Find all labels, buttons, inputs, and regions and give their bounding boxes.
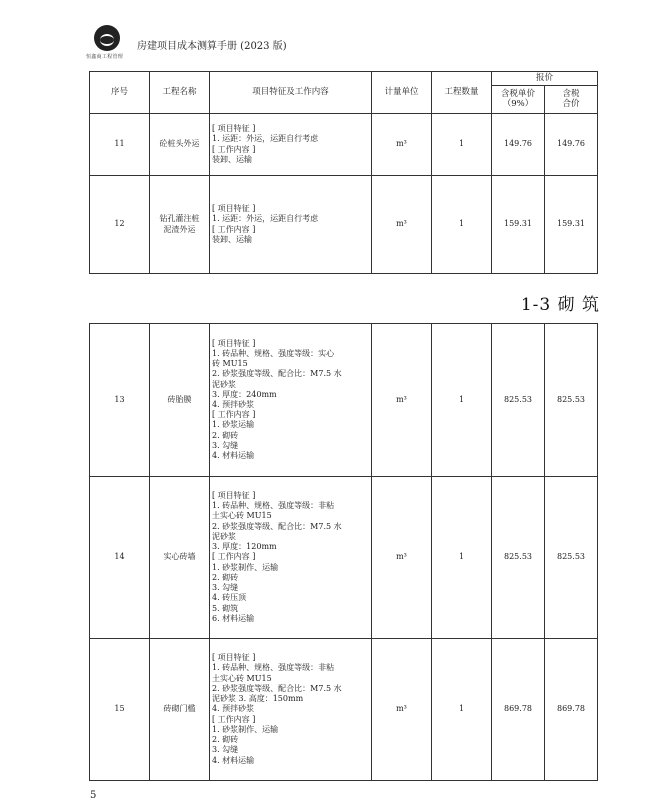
cell-unit: m³ [372,324,432,477]
feature-line: [ 工作内容 ] [212,144,256,154]
cell-name-line: 实心砖墙 [163,552,196,562]
cell-features [210,477,372,639]
feature-line: 砖 MU15 [212,359,248,369]
feature-line: 土实心砖 MU15 [212,511,272,521]
cell-name-line: 砖胎膜 [167,394,192,404]
cell-unit: m³ [372,114,432,176]
table-row [90,114,598,176]
cell-unit-price: 825.53 [492,324,545,477]
cost-table-top [89,71,598,274]
feature-line: 4. 预拌砂浆 [212,400,255,409]
cell-seq: 11 [90,114,150,176]
cell-unit: m³ [372,639,432,781]
cell-name-line: 钻孔灌注桩 [159,214,200,224]
cell-features [210,176,372,274]
feature-line: 4. 预拌砂浆 [212,704,255,714]
feature-line: 1. 砂浆制作、运输 [212,724,279,734]
header-unit-price-line2: （9%） [502,98,534,109]
feature-line: 1. 砖品种、规格、强度等级：非粘 [212,501,335,511]
cell-seq: 14 [90,477,150,639]
cell-unit-price: 149.76 [492,114,545,176]
header-total-line1: 含税 [562,88,580,99]
feature-line: 3. 厚度：240mm [212,389,277,399]
feature-line: 3. 勾缝 [212,583,239,593]
cell-unit-price: 869.78 [492,639,545,781]
cell-seq: 15 [90,639,150,781]
cell-features [210,114,372,176]
header-unit-price-line1: 含税单价 [500,88,535,99]
table-row [90,324,598,477]
feature-line: 1. 运距：外运，运距自行考虑 [212,134,319,144]
feature-line: 泥砂浆 [212,379,236,389]
feature-line: 1. 运距：外运，运距自行考虑 [212,214,319,224]
cell-unit: m³ [372,477,432,639]
cost-table-bottom [89,323,598,781]
feature-line: [ 项目特征 ] [212,490,256,500]
cell-seq: 12 [90,176,150,274]
cell-total: 149.76 [545,114,598,176]
feature-line: 土实心砖 MU15 [212,673,272,683]
header-name: 工程名称 [150,72,210,114]
feature-line: 1. 砖品种、规格、强度等级：非粘 [212,663,335,673]
header-seq: 序号 [90,72,150,114]
feature-line: [ 项目特征 ] [212,204,256,214]
table-row [90,176,598,274]
feature-line: 4. 砖压顶 [212,593,247,603]
cell-qty: 1 [432,477,492,639]
feature-line: 4. 材料运输 [212,451,255,461]
feature-line: [ 工作内容 ] [212,410,256,420]
feature-line: 2. 砌砖 [212,572,239,582]
feature-line: [ 工作内容 ] [212,224,256,234]
cell-name-line: 砼桩头外运 [159,139,200,149]
cell-total: 869.78 [545,639,598,781]
cell-name-line: 泥渣外运 [163,224,196,234]
cell-name-line: 砖砌门槛 [163,704,196,714]
cell-total: 825.53 [545,477,598,639]
header-features: 项目特征及工作内容 [210,72,372,114]
cell-name [150,176,210,274]
header-unit-price [492,86,545,114]
feature-line: 2. 砌砖 [212,430,239,440]
feature-line: [ 工作内容 ] [212,714,256,724]
feature-line: 5. 砌筑 [212,603,239,613]
cell-qty: 1 [432,639,492,781]
feature-line: 6. 材料运输 [212,613,255,623]
company-logo-icon [94,25,120,51]
cell-seq: 13 [90,324,150,477]
cell-name [150,114,210,176]
feature-line: 3. 厚度：120mm [212,542,277,552]
header-qty: 工程数量 [432,72,492,114]
feature-line: 装卸、运输 [212,154,252,164]
feature-line: 4. 材料运输 [212,755,255,765]
cell-total: 825.53 [545,324,598,477]
feature-line: 3. 勾缝 [212,745,239,755]
cell-features [210,324,372,477]
feature-line: 1. 砖品种、规格、强度等级：实心 [212,348,335,358]
header-price: 报价 [492,72,598,86]
cell-unit: m³ [372,176,432,274]
feature-line: 1. 砂浆运输 [212,420,255,430]
feature-line: 2. 砌砖 [212,735,239,745]
table-row [90,477,598,639]
feature-line: 泥砂浆 3. 高度：150mm [212,694,304,704]
feature-line: 2. 砂浆强度等级、配合比：M7.5 水 [212,521,342,531]
cell-name [150,639,210,781]
header-total [545,86,598,114]
cell-unit-price: 825.53 [492,477,545,639]
header-total-line2: 合价 [562,98,580,109]
feature-line: [ 项目特征 ] [212,124,256,134]
feature-line: 装卸、运输 [212,234,252,244]
feature-line: [ 工作内容 ] [212,552,256,562]
cell-name [150,324,210,477]
cell-qty: 1 [432,176,492,274]
feature-line: 1. 砂浆制作、运输 [212,562,279,572]
feature-line: 3. 勾缝 [212,440,239,450]
section-title: 1-3 砌 筑 [520,295,600,315]
feature-line: 2. 砂浆强度等级、配合比：M7.5 水 [212,369,342,379]
page-number: 5 [90,790,97,801]
feature-line: [ 项目特征 ] [212,338,256,348]
table-row [90,639,598,781]
feature-line: [ 项目特征 ] [212,653,256,663]
cell-unit-price: 159.31 [492,176,545,274]
cell-qty: 1 [432,114,492,176]
company-logo-text: 恒鑫商工程管理 [86,54,124,60]
cell-qty: 1 [432,324,492,477]
header-unit: 计量单位 [372,72,432,114]
cell-name [150,477,210,639]
feature-line: 2. 砂浆强度等级、配合比：M7.5 水 [212,683,342,693]
feature-line: 泥砂浆 [212,531,236,541]
document-title: 房建项目成本测算手册 (2023 版) [137,41,287,52]
cell-total: 159.31 [545,176,598,274]
cell-features [210,639,372,781]
